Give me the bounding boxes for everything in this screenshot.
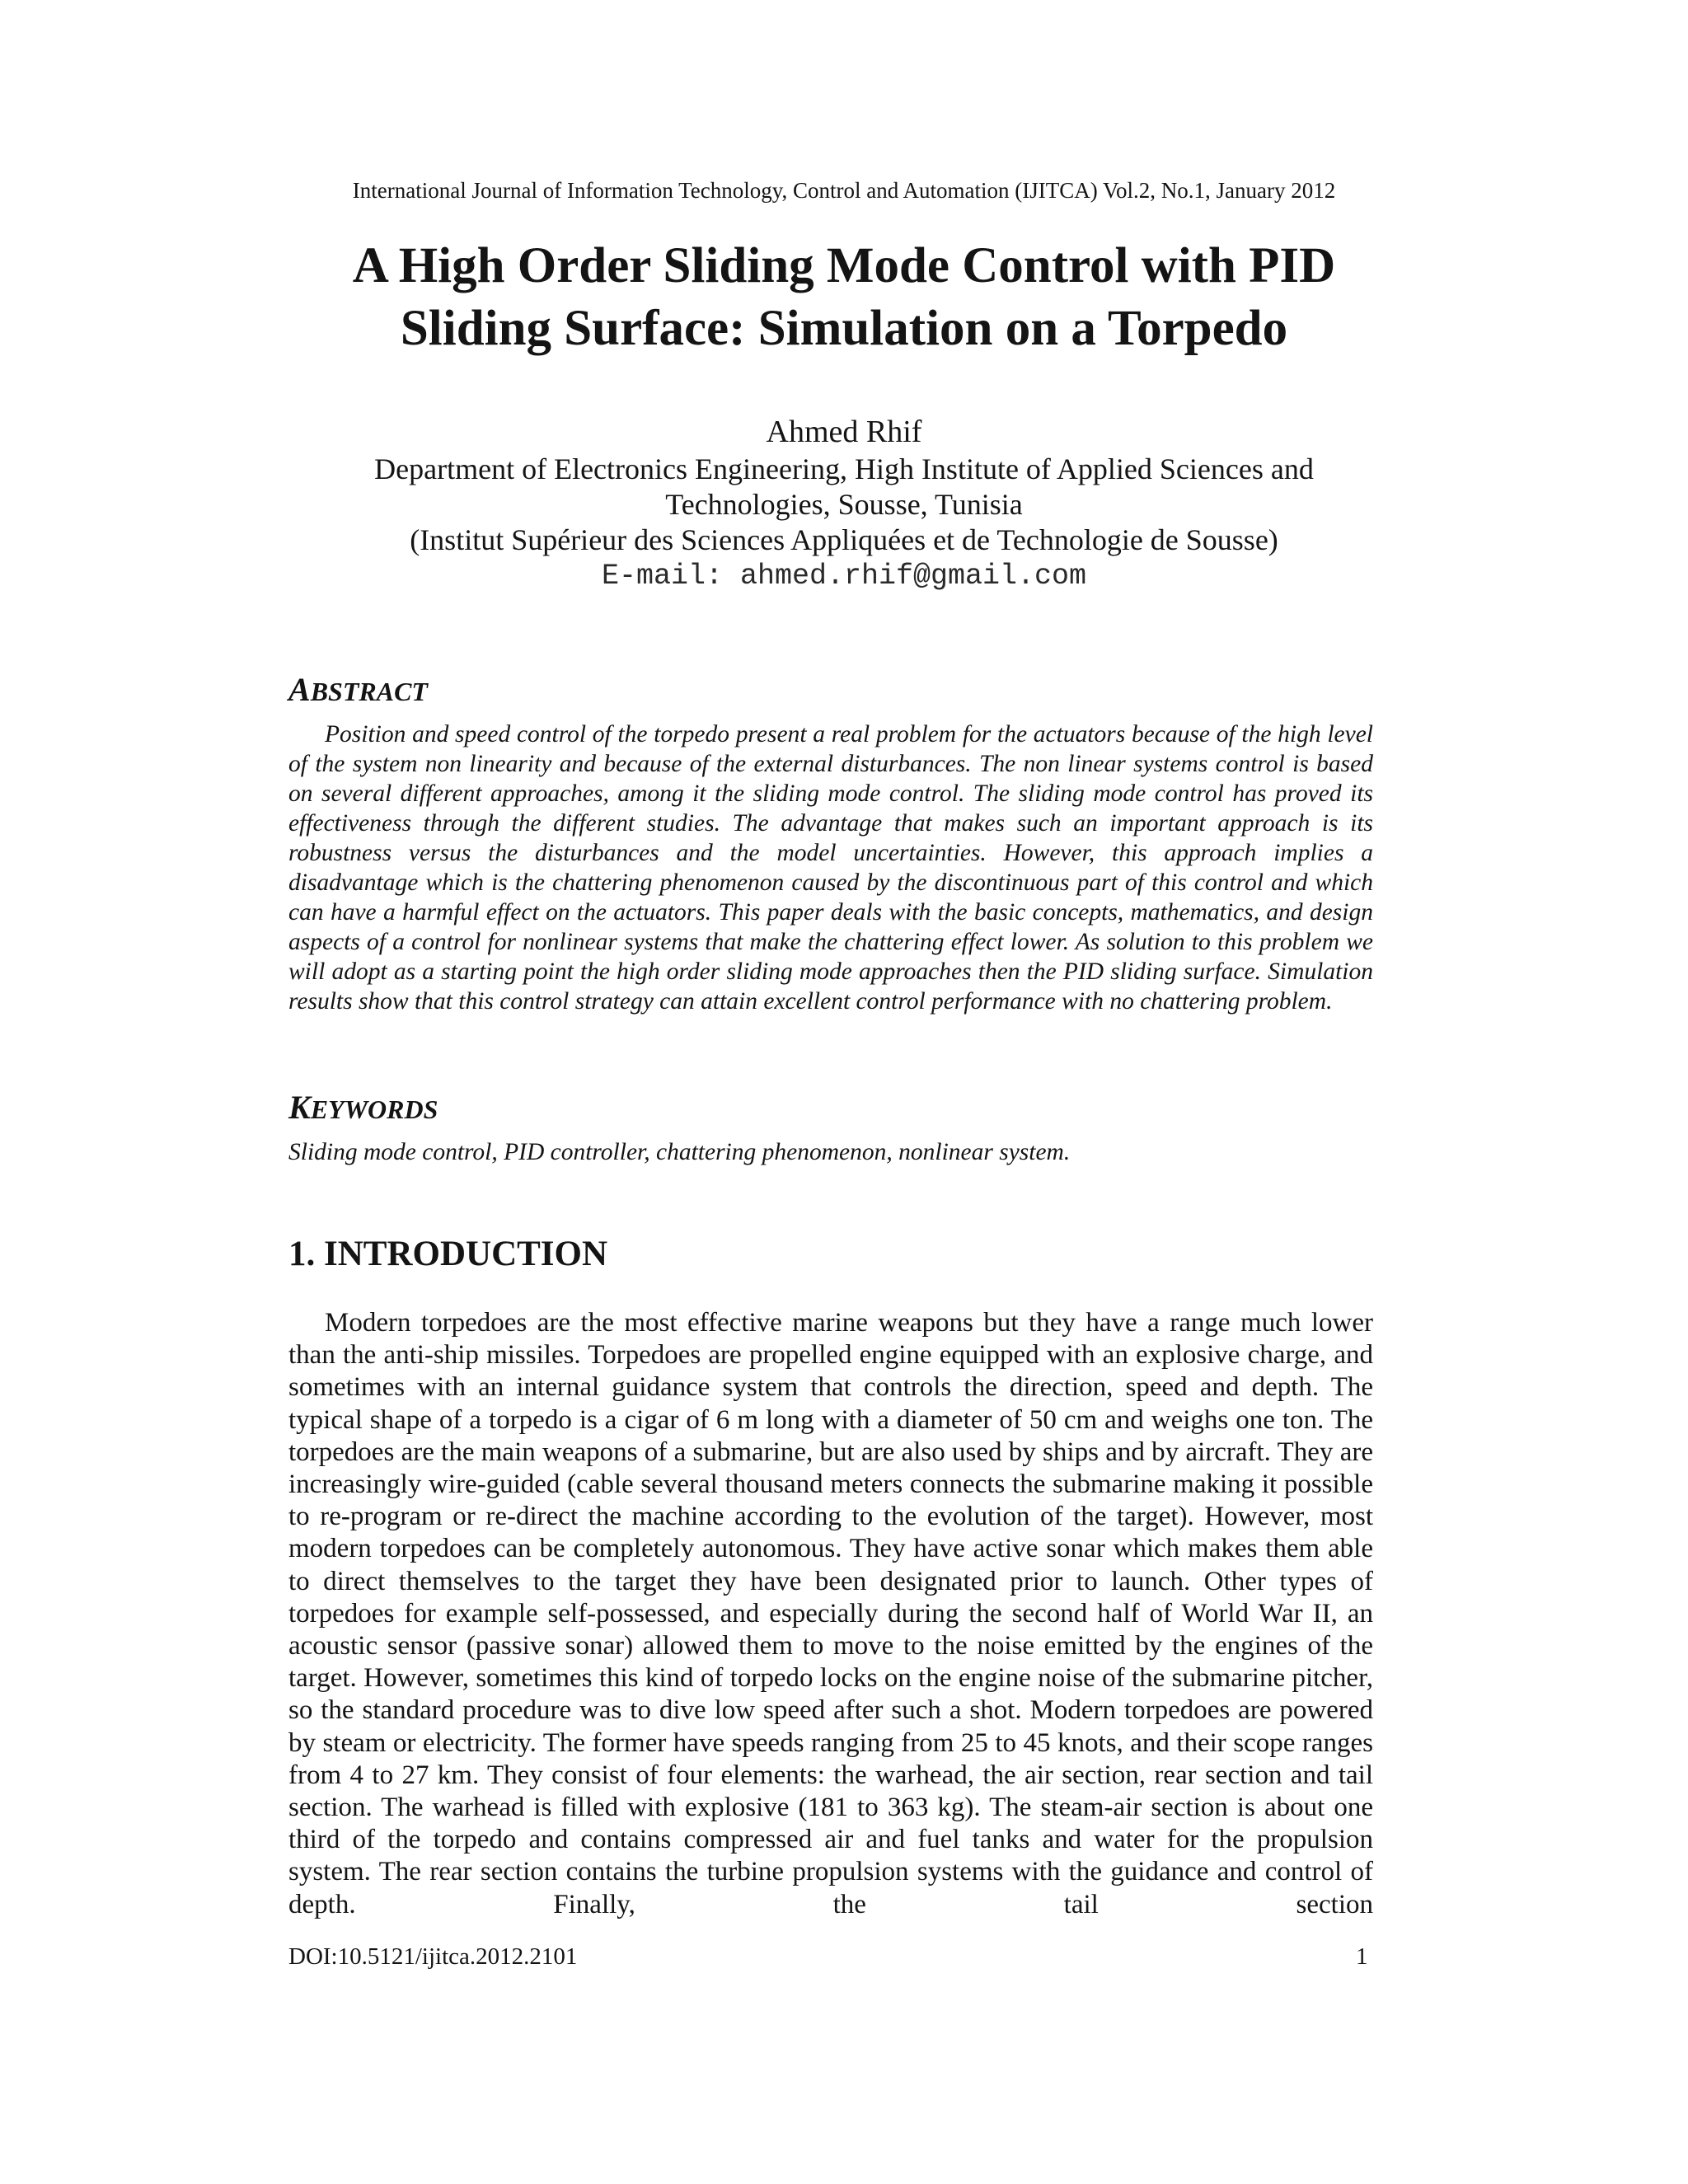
footer-doi: DOI:10.5121/ijitca.2012.2101 xyxy=(288,1943,578,1970)
abstract-heading xyxy=(288,670,428,709)
keywords-heading xyxy=(288,1088,438,1127)
journal-header: International Journal of Information Technology, Control and Automation (IJITCA) Vol.2, No.1, January 2012 xyxy=(352,178,1336,203)
author-email: E-mail: ahmed.rhif@gmail.com xyxy=(601,560,1087,593)
introduction-text: Modern torpedoes are the most effective marine weapons but they have a range much lower than the anti-ship missiles. Torpedoes are propelled engine equipped with an explosive charge, and sometimes with an internal guidance system that controls the direction, speed and depth. The typical shape of a torpedo is a cigar of 6 m long with a diameter of 50 cm and weighs one ton. The torpedoes are the main weapons of a submarine, but are also used by ships and by aircraft. They are increasingly wire-guided (cable several thousand meters connects the submarine making it possible to re-program or re-direct the machine according to the evolution of the target). However, most modern torpedoes can be completely autonomous. They have active sonar which makes them able to direct themselves to the target they have been designated prior to launch. Other types of torpedoes for example self-possessed, and especially during the second half of World War II, an acoustic sensor (passive sonar) allowed them to move to the noise emitted by the engines of the target. However, sometimes this kind of torpedo locks on the engine noise of the submarine pitcher, so the standard procedure was to dive low speed after such a shot. Modern torpedoes are powered by steam or electricity. The former have speeds ranging from 25 to 45 knots, and their scope ranges from 4 to 27 km. They consist of four elements: the warhead, the air section, rear section and tail section. The warhead is filled with explosive (181 to 363 kg). The steam-air section is about one third of the torpedo and contains compressed air and fuel tanks and water for the propulsion system. The rear section contains the turbine propulsion systems with the guidance and control of depth. Finally, the tail section xyxy=(288,1308,1373,1919)
keywords-heading-rest: EYWORDS xyxy=(310,1094,438,1124)
affiliation-line-3: (Institut Supérieur des Sciences Appliquées et de Technologie de Sousse) xyxy=(410,523,1278,556)
abstract-text: Position and speed control of the torpedo present a real problem for the actuators because of the high level of the system non linearity and because of the external disturbances. The non linear systems control is based on several different approaches, among it the sliding mode control. The sliding mode control has proved its effectiveness through the different studies. The advantage that makes such an important approach is its robustness versus the disturbances and the model uncertainties. However, this approach implies a disadvantage which is the chattering phenomenon caused by the discontinuous part of this control and which can have a harmful effect on the actuators. This paper deals with the basic concepts, mathematics, and design aspects of a control for nonlinear systems that make the chattering effect lower. As solution to this problem we will adopt as a starting point the high order sliding mode approaches then the PID sliding surface. Simulation results show that this control strategy can attain excellent control performance with no chattering problem. xyxy=(288,721,1373,1015)
author-name: Ahmed Rhif xyxy=(766,415,922,449)
abstract-heading-rest: BSTRACT xyxy=(310,677,428,706)
keywords-text: Sliding mode control, PID controller, chattering phenomenon, nonlinear system. xyxy=(288,1139,1071,1165)
abstract-heading-cap: A xyxy=(288,671,311,708)
paper-title-line-1: A High Order Sliding Mode Control with PID xyxy=(352,238,1336,293)
keywords-heading-cap: K xyxy=(288,1089,311,1126)
paper-title-line-2: Sliding Surface: Simulation on a Torpedo xyxy=(400,301,1288,356)
introduction-heading: 1. INTRODUCTION xyxy=(288,1235,608,1273)
affiliation-line-1: Department of Electronics Engineering, High Institute of Applied Sciences and xyxy=(374,452,1314,485)
page-number: 1 xyxy=(1356,1943,1368,1970)
affiliation-line-2: Technologies, Sousse, Tunisia xyxy=(665,488,1023,521)
